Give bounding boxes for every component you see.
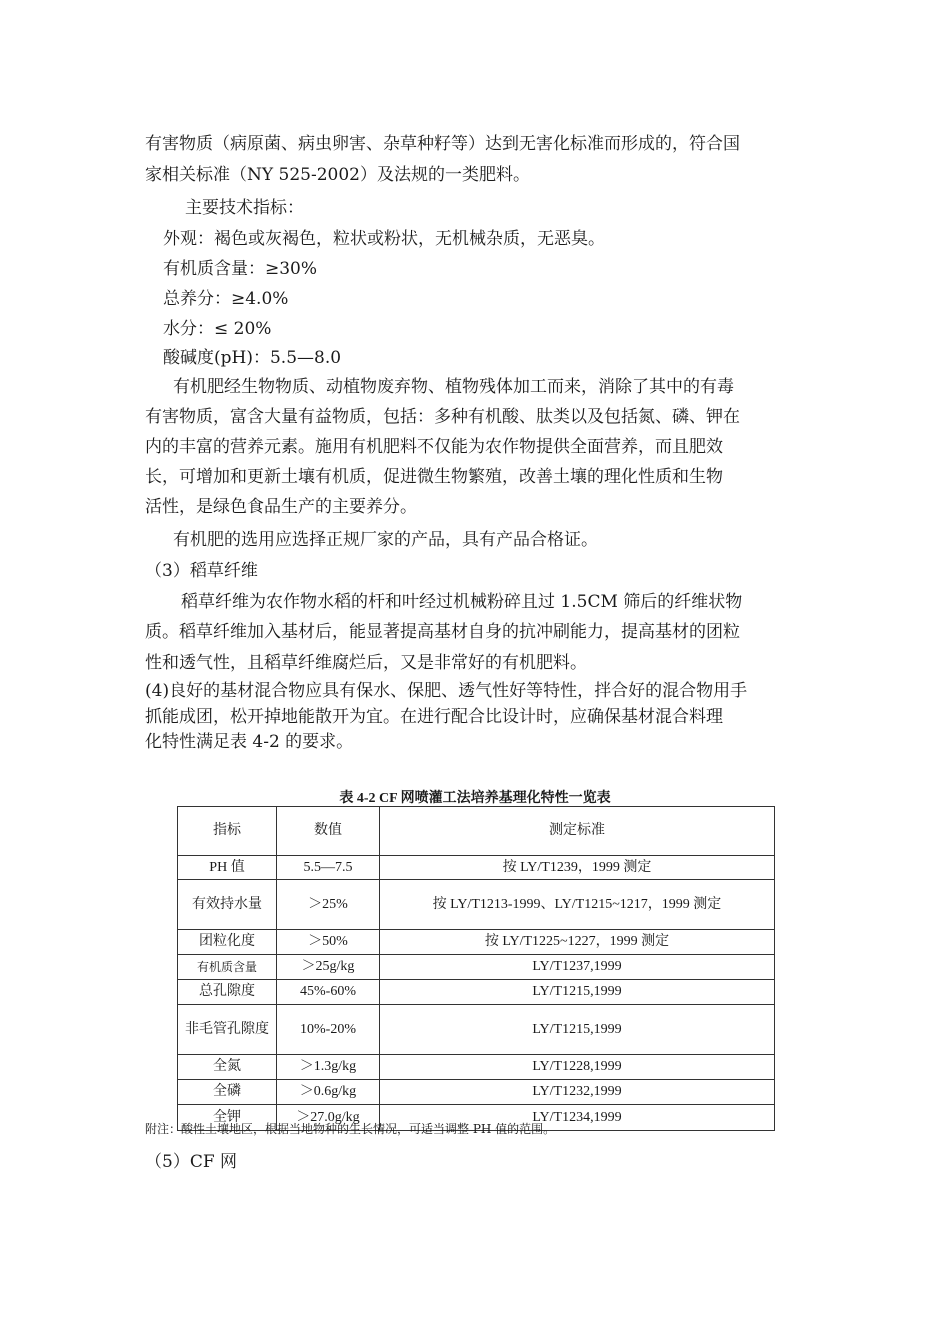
header-value: 数值 bbox=[277, 807, 380, 856]
table-header-row bbox=[178, 807, 775, 856]
paragraph-line: 主要技术指标： bbox=[185, 198, 304, 218]
standard-cell: 按 LY/T1239，1999 测定 bbox=[380, 856, 775, 880]
standard-cell: LY/T1215,1999 bbox=[380, 1005, 775, 1055]
indicator-cell: 总孔隙度 bbox=[178, 980, 277, 1005]
section-heading: （5）CF 网 bbox=[145, 1152, 238, 1172]
value-cell: 10%-20% bbox=[277, 1005, 380, 1055]
paragraph-line: 稻草纤维为农作物水稻的杆和叶经过机械粉碎且过 1.5CM 筛后的纤维状物 bbox=[181, 592, 743, 612]
paragraph-line: 有机肥的选用应选择正规厂家的产品，具有产品合格证。 bbox=[173, 530, 598, 550]
indicator-cell: 全磷 bbox=[178, 1080, 277, 1105]
value-cell: ＞1.3g/kg bbox=[277, 1055, 380, 1080]
indicator-cell: PH 值 bbox=[178, 856, 277, 880]
paragraph-line: 水分：≤ 20% bbox=[163, 319, 272, 339]
paragraph-line: 酸碱度(pH)：5.5—8.0 bbox=[163, 348, 342, 368]
paragraph-line: 有机质含量：≥30% bbox=[163, 259, 318, 279]
header-standard: 测定标准 bbox=[380, 807, 775, 856]
paragraph-line: 长，可增加和更新土壤有机质，促进微生物繁殖，改善土壤的理化性质和生物 bbox=[145, 467, 723, 487]
paragraph-line: 化特性满足表 4-2 的要求。 bbox=[145, 732, 354, 752]
value-cell: ＞0.6g/kg bbox=[277, 1080, 380, 1105]
standard-cell: LY/T1215,1999 bbox=[380, 980, 775, 1005]
table-row bbox=[178, 1080, 775, 1105]
table-row bbox=[178, 980, 775, 1005]
paragraph-line: 活性，是绿色食品生产的主要养分。 bbox=[145, 497, 417, 517]
standard-cell: 按 LY/T1225~1227，1999 测定 bbox=[380, 930, 775, 955]
table-row bbox=[178, 1005, 775, 1055]
header-indicator: 指标 bbox=[178, 807, 277, 856]
indicator-cell: 有机质含量 bbox=[178, 955, 277, 980]
paragraph-line: 质。稻草纤维加入基材后，能显著提高基材自身的抗冲刷能力，提高基材的团粒 bbox=[145, 622, 740, 642]
table-row bbox=[178, 1055, 775, 1080]
paragraph-line: 家相关标准（NY 525-2002）及法规的一类肥料。 bbox=[145, 165, 530, 185]
value-cell: 5.5—7.5 bbox=[277, 856, 380, 880]
table-row bbox=[178, 930, 775, 955]
value-cell: ＞50% bbox=[277, 930, 380, 955]
paragraph-line: 有机肥经生物物质、动植物废弃物、植物残体加工而来，消除了其中的有毒 bbox=[173, 377, 734, 397]
table-caption: 表 4-2 CF 网喷灌工法培养基理化特性一览表 bbox=[339, 791, 611, 806]
table-row bbox=[178, 955, 775, 980]
indicator-cell: 非毛管孔隙度 bbox=[178, 1005, 277, 1055]
indicator-cell: 全氮 bbox=[178, 1055, 277, 1080]
table-row bbox=[178, 880, 775, 930]
paragraph-line: 内的丰富的营养元素。施用有机肥料不仅能为农作物提供全面营养，而且肥效 bbox=[145, 437, 723, 457]
indicator-cell: 全钾 bbox=[178, 1105, 277, 1131]
paragraph-line: 性和透气性，且稻草纤维腐烂后，又是非常好的有机肥料。 bbox=[145, 653, 587, 673]
standard-cell: LY/T1232,1999 bbox=[380, 1080, 775, 1105]
value-cell: ＞25% bbox=[277, 880, 380, 930]
value-cell: ＞25g/kg bbox=[277, 955, 380, 980]
paragraph-line: 抓能成团，松开掉地能散开为宜。在进行配合比设计时，应确保基材混合料理 bbox=[145, 707, 723, 727]
table-row bbox=[178, 856, 775, 880]
paragraph-line: 有害物质，富含大量有益物质，包括：多种有机酸、肽类以及包括氮、磷、钾在 bbox=[145, 407, 740, 427]
paragraph-line: 外观：褐色或灰褐色，粒状或粉状，无机械杂质，无恶臭。 bbox=[163, 229, 605, 249]
table-note: 附注：酸性土壤地区，根据当地物种的生长情况，可适当调整 PH 值的范围。 bbox=[145, 1122, 556, 1136]
substrate-properties-table bbox=[177, 806, 775, 1131]
paragraph-line: 总养分：≥4.0% bbox=[163, 289, 289, 309]
paragraph-line: （3）稻草纤维 bbox=[145, 561, 258, 581]
value-cell: 45%-60% bbox=[277, 980, 380, 1005]
paragraph-line: (4)良好的基材混合物应具有保水、保肥、透气性好等特性，拌合好的混合物用手 bbox=[145, 681, 748, 701]
paragraph-line: 有害物质（病原菌、病虫卵害、杂草种籽等）达到无害化标准而形成的，符合国 bbox=[145, 134, 740, 154]
standard-cell: 按 LY/T1213-1999、LY/T1215~1217，1999 测定 bbox=[380, 880, 775, 930]
standard-cell: LY/T1234,1999 bbox=[380, 1105, 775, 1131]
value-cell: ＞27.0g/kg bbox=[277, 1105, 380, 1131]
standard-cell: LY/T1228,1999 bbox=[380, 1055, 775, 1080]
indicator-cell: 团粒化度 bbox=[178, 930, 277, 955]
indicator-cell: 有效持水量 bbox=[178, 880, 277, 930]
standard-cell: LY/T1237,1999 bbox=[380, 955, 775, 980]
